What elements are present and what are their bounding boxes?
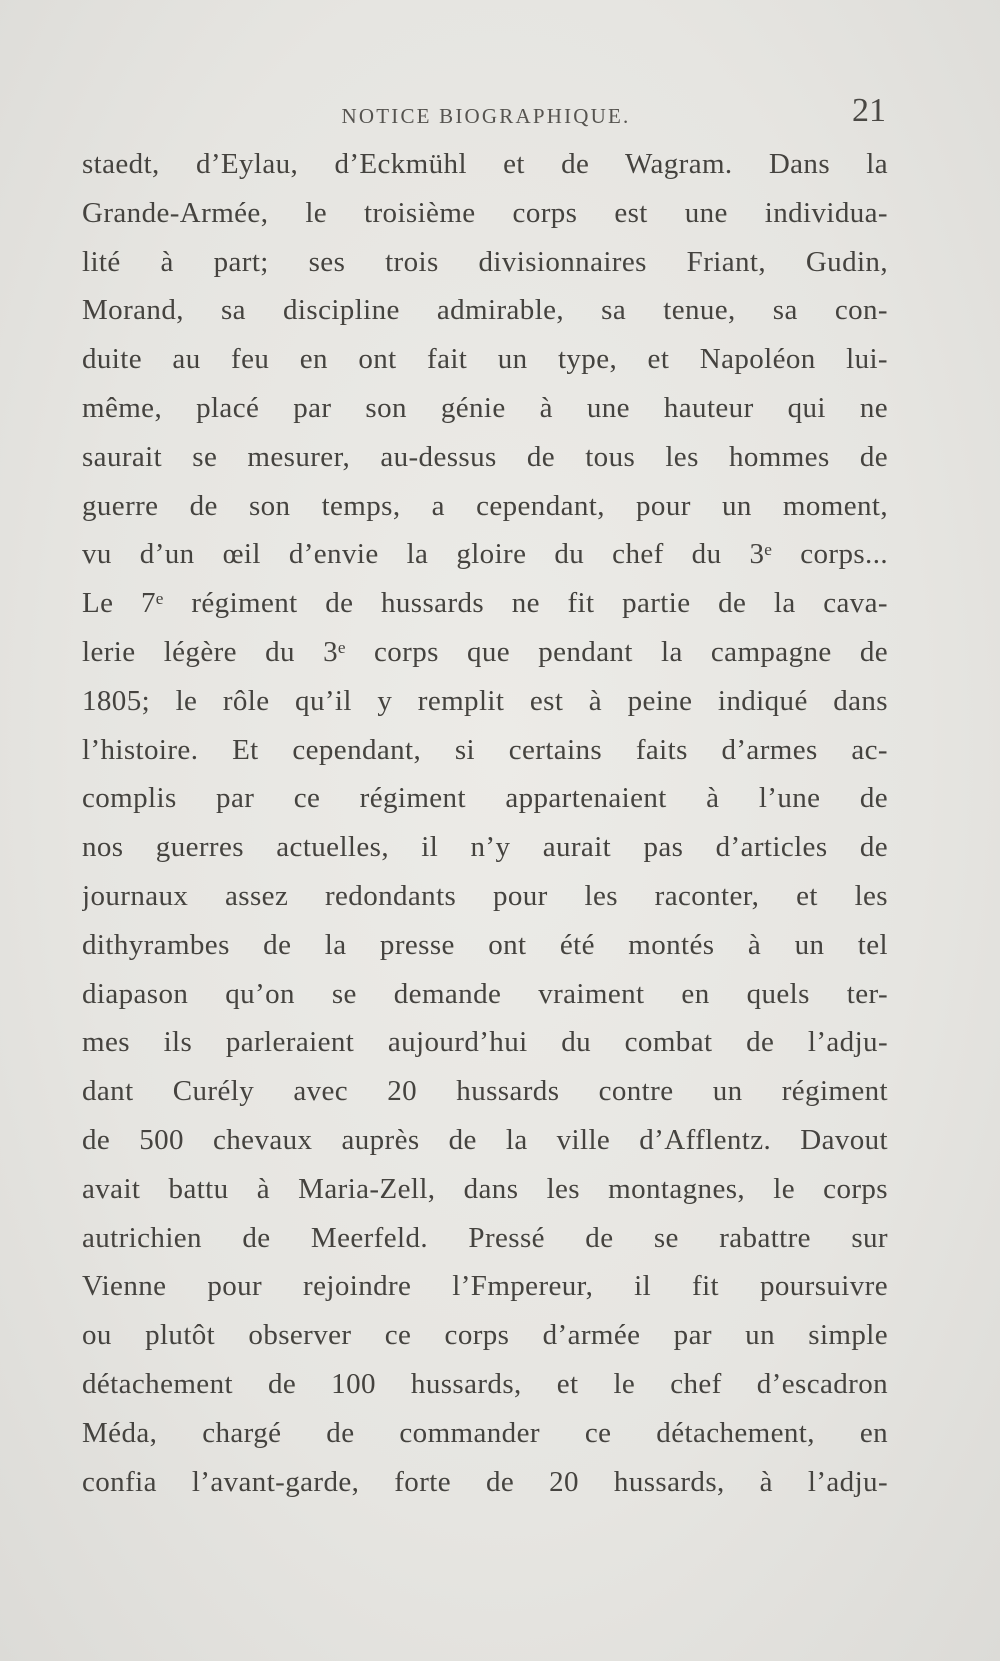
text-line: Morand, sa discipline admirable, sa tenue, sa con- <box>82 294 888 327</box>
page-number: 21 <box>852 92 886 129</box>
text-line: Vienne pour rejoindre l’Fmpereur, il fit poursuivre <box>82 1270 888 1303</box>
text-line: nos guerres actuelles, il n’y aurait pas d’articles de <box>82 831 888 864</box>
text-line: de 500 chevaux auprès de la ville d’Afflentz. Davout <box>82 1123 888 1156</box>
text-line: vu d’un œil d’envie la gloire du chef du 3ᵉ corps... <box>82 538 888 571</box>
text-line: dithyrambes de la presse ont été montés à un tel <box>82 928 888 961</box>
text-line: duite au feu en ont fait un type, et Napoléon lui- <box>82 343 888 376</box>
running-head <box>82 92 890 132</box>
text-line: avait battu à Maria-Zell, dans les montagnes, le corps <box>82 1172 888 1205</box>
text-line: dant Curély avec 20 hussards contre un régiment <box>82 1075 888 1108</box>
text-line: même, placé par son génie à une hauteur qui ne <box>82 391 888 424</box>
text-line: staedt, d’Eylau, d’Eckmühl et de Wagram. Dans la <box>82 148 888 180</box>
text-line: confia l’avant-garde, forte de 20 hussards, à l’adju- <box>82 1465 888 1498</box>
text-line: saurait se mesurer, au-dessus de tous les hommes de <box>82 440 888 473</box>
text-line: lerie légère du 3ᵉ corps que pendant la campagne de <box>82 635 888 668</box>
text-line: mes ils parleraient aujourd’hui du combat de l’adju- <box>82 1026 888 1059</box>
text-line: l’histoire. Et cependant, si certains faits d’armes ac- <box>82 733 888 766</box>
body-text <box>82 140 888 1506</box>
text-line: Grande-Armée, le troisième corps est une individua- <box>82 196 888 229</box>
text-line: guerre de son temps, a cependant, pour un moment, <box>82 489 888 522</box>
text-line: complis par ce régiment appartenaient à l’une de <box>82 782 888 815</box>
running-head-title: NOTICE BIOGRAPHIQUE. <box>341 104 631 128</box>
text-line: ou plutôt observer ce corps d’armée par un simple <box>82 1319 888 1352</box>
text-line: détachement de 100 hussards, et le chef d’escadron <box>82 1367 888 1400</box>
text-line: journaux assez redondants pour les raconter, et les <box>82 879 888 912</box>
text-line: lité à part; ses trois divisionnaires Friant, Gudin, <box>82 245 888 278</box>
text-line: diapason qu’on se demande vraiment en quels ter- <box>82 977 888 1010</box>
text-line: autrichien de Meerfeld. Pressé de se rabattre sur <box>82 1221 888 1254</box>
text-line: Le 7ᵉ régiment de hussards ne fit partie de la cava- <box>82 587 888 620</box>
text-line: 1805; le rôle qu’il y remplit est à peine indiqué dans <box>82 684 888 717</box>
text-line: Méda, chargé de commander ce détachement, en <box>82 1416 888 1449</box>
